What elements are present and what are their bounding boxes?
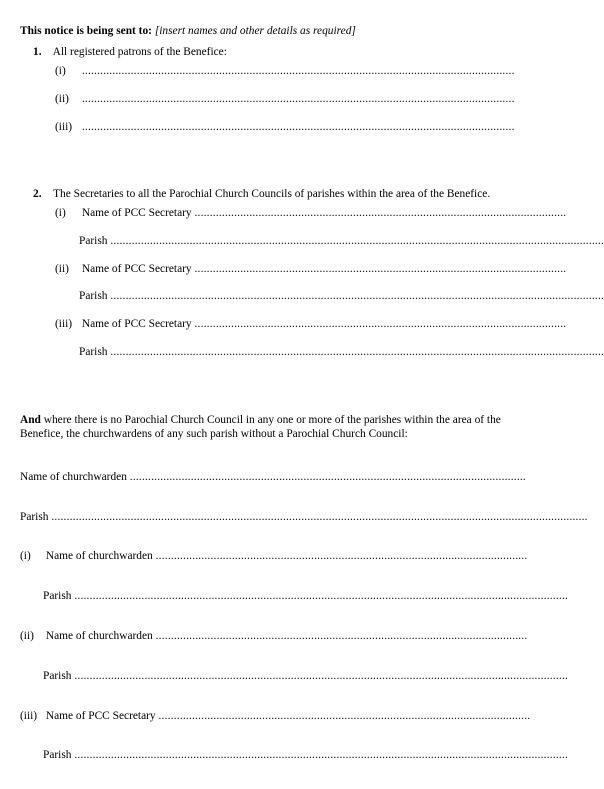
blank-line: ..........................................................................................................................	[155, 630, 528, 642]
section3-intro-line1	[20, 413, 501, 427]
item-label: (i)	[55, 65, 66, 77]
blank-line: ..................................................................................................................................................................	[74, 590, 569, 602]
section3-entry-parish	[43, 669, 569, 683]
section3-entry-name	[20, 549, 528, 563]
parish-label: Parish	[79, 235, 108, 247]
blank-line: ..........................................................................................................................	[155, 550, 528, 562]
item-label: (iii)	[20, 710, 38, 722]
parish-label: Parish	[43, 590, 72, 602]
item-label: (iii)	[55, 121, 73, 133]
parish-label: Parish	[79, 346, 108, 358]
item-label: (ii)	[20, 630, 34, 642]
blank-line: ..................................................................................................................................	[129, 471, 526, 483]
item-label: (iii)	[55, 318, 73, 330]
blank-line: ..................................................................................................................................................................	[110, 346, 604, 358]
section2-heading: The Secretaries to all the Parochial Church Councils of parishes within the area of the Benefice.	[53, 188, 491, 200]
section2-entry-parish	[79, 234, 604, 248]
item-label: (i)	[20, 550, 31, 562]
item-label: (i)	[55, 207, 66, 219]
blank-line: ..............................................................................................................................................	[81, 93, 515, 105]
blank-line: ..........................................................................................................................	[194, 263, 567, 275]
section3-entry-parish	[43, 748, 569, 762]
name-label: Name of churchwarden	[20, 471, 127, 483]
blank-line: ..........................................................................................................................	[194, 207, 567, 219]
notice-line	[20, 24, 356, 38]
churchwarden-name-line	[20, 470, 526, 484]
blank-line: ..................................................................................................................................................................	[74, 749, 569, 761]
section3-intro-line2	[20, 427, 408, 441]
parish-label: Parish	[43, 749, 72, 761]
section3-entry-name	[20, 709, 531, 723]
section3-intro-and: And	[20, 414, 41, 426]
churchwarden-parish-line	[20, 510, 588, 524]
parish-label: Parish	[43, 670, 72, 682]
section2-entry-name	[55, 206, 567, 220]
section1-number: 1.	[33, 46, 42, 58]
section2-entry-parish	[79, 289, 604, 303]
name-label: Name of PCC Secretary	[81, 207, 192, 219]
notice-lead: This notice is being sent to:	[20, 25, 152, 37]
section1-item	[55, 92, 515, 106]
section1-heading-line	[33, 45, 227, 59]
blank-line: ..................................................................................................................................................................	[110, 290, 604, 302]
section1-heading: All registered patrons of the Benefice:	[52, 46, 227, 58]
section1-item	[55, 120, 515, 134]
blank-line: ..............................................................................................................................................	[81, 65, 515, 77]
section3-intro-text-2: Benefice, the churchwardens of any such parish without a Parochial Church Council:	[20, 428, 408, 440]
section2-entry-parish	[79, 345, 604, 359]
section1-item	[55, 64, 515, 78]
blank-line: ..................................................................................................................................................................	[74, 670, 569, 682]
section2-heading-line	[33, 187, 490, 201]
blank-line: ..............................................................................................................................................	[81, 121, 515, 133]
section2-number: 2.	[33, 188, 42, 200]
section2-entry-name	[55, 262, 567, 276]
parish-label: Parish	[20, 511, 49, 523]
name-label: Name of PCC Secretary	[45, 710, 156, 722]
section3-intro-text: where there is no Parochial Church Council in any one or more of the parishes within the area of the	[43, 414, 501, 426]
blank-line: ..........................................................................................................................	[194, 318, 567, 330]
name-label: Name of PCC Secretary	[81, 263, 192, 275]
notice-instruction: [insert names and other details as required]	[154, 25, 356, 37]
section3-entry-name	[20, 629, 528, 643]
item-label: (ii)	[55, 93, 69, 105]
name-label: Name of PCC Secretary	[81, 318, 192, 330]
name-label: Name of churchwarden	[45, 550, 153, 562]
blank-line: ................................................................................................................................................................................	[51, 511, 588, 523]
blank-line: ..................................................................................................................................................................	[110, 235, 604, 247]
section2-entry-name	[55, 317, 567, 331]
name-label: Name of churchwarden	[45, 630, 153, 642]
item-label: (ii)	[55, 263, 69, 275]
blank-line: ..........................................................................................................................	[158, 710, 531, 722]
parish-label: Parish	[79, 290, 108, 302]
section3-entry-parish	[43, 589, 569, 603]
